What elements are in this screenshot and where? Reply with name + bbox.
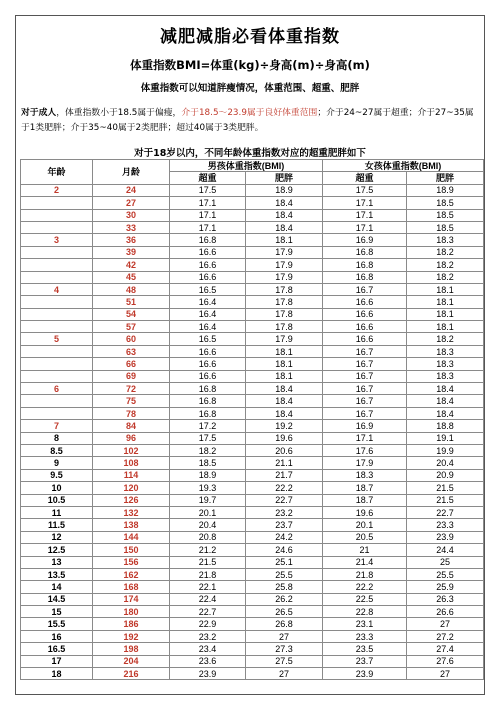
month-cell: 144	[93, 531, 170, 543]
boys-overweight-cell: 16.8	[170, 395, 246, 407]
age-cell	[21, 321, 93, 333]
girls-overweight-header: 超重	[323, 172, 407, 184]
age-cell	[21, 271, 93, 283]
boys-overweight-cell: 16.6	[170, 246, 246, 258]
girls-obese-cell: 20.4	[407, 457, 484, 469]
girls-obese-cell: 18.5	[407, 221, 484, 233]
boys-obese-cell: 24.2	[246, 531, 323, 543]
age-cell: 11	[21, 506, 93, 518]
table-row	[21, 444, 484, 456]
boys-overweight-cell: 22.9	[170, 618, 246, 630]
table-row	[21, 209, 484, 221]
girls-obese-cell: 20.9	[407, 469, 484, 481]
girls-obese-cell: 22.7	[407, 506, 484, 518]
girls-overweight-cell: 23.3	[323, 630, 407, 642]
boys-overweight-cell: 16.6	[170, 259, 246, 271]
girls-obese-cell: 27.2	[407, 630, 484, 642]
age-cell: 8.5	[21, 444, 93, 456]
boys-overweight-cell: 20.4	[170, 519, 246, 531]
boys-overweight-cell: 16.6	[170, 370, 246, 382]
month-cell: 156	[93, 556, 170, 568]
adult-description	[21, 106, 481, 136]
age-cell: 17	[21, 655, 93, 667]
girls-obese-cell: 21.5	[407, 482, 484, 494]
girls-overweight-cell: 16.6	[323, 308, 407, 320]
adult-text-1: ，体重指数小于18.5属于偏瘦，	[56, 108, 182, 118]
girls-obese-cell: 18.5	[407, 209, 484, 221]
month-cell: 36	[93, 234, 170, 246]
table-row	[21, 581, 484, 593]
girls-overweight-cell: 22.2	[323, 581, 407, 593]
table-row	[21, 308, 484, 320]
boys-obese-cell: 17.9	[246, 259, 323, 271]
girls-overweight-cell: 16.8	[323, 246, 407, 258]
girls-overweight-cell: 16.7	[323, 407, 407, 419]
table-row	[21, 407, 484, 419]
girls-overweight-cell: 16.9	[323, 420, 407, 432]
table-title: 对于18岁以内，不同年龄体重指数对应的超重肥胖如下	[134, 148, 366, 159]
boys-obese-cell: 22.2	[246, 482, 323, 494]
girls-obese-cell: 19.9	[407, 444, 484, 456]
girls-obese-cell: 27.6	[407, 655, 484, 667]
adult-lead: 对于成人	[21, 108, 57, 118]
boys-obese-cell: 27	[246, 630, 323, 642]
table-row	[21, 246, 484, 258]
age-cell	[21, 296, 93, 308]
month-cell: 204	[93, 655, 170, 667]
boys-overweight-cell: 18.9	[170, 469, 246, 481]
boys-obese-cell: 19.6	[246, 432, 323, 444]
boys-obese-cell: 18.1	[246, 370, 323, 382]
girls-obese-cell: 18.1	[407, 283, 484, 295]
boys-overweight-cell: 20.1	[170, 506, 246, 518]
age-cell: 4	[21, 283, 93, 295]
girls-header: 女孩体重指数(BMI)	[323, 160, 484, 172]
table-row	[21, 296, 484, 308]
age-cell: 10.5	[21, 494, 93, 506]
boys-obese-cell: 18.4	[246, 209, 323, 221]
age-cell: 13	[21, 556, 93, 568]
age-cell	[21, 345, 93, 357]
girls-obese-header: 肥胖	[407, 172, 484, 184]
boys-overweight-cell: 21.5	[170, 556, 246, 568]
age-cell: 18	[21, 668, 93, 680]
girls-obese-cell: 25.9	[407, 581, 484, 593]
boys-obese-cell: 18.4	[246, 197, 323, 209]
boys-overweight-cell: 16.5	[170, 333, 246, 345]
month-cell: 39	[93, 246, 170, 258]
table-row	[21, 358, 484, 370]
table-row	[21, 432, 484, 444]
month-cell: 45	[93, 271, 170, 283]
boys-obese-cell: 20.6	[246, 444, 323, 456]
boys-overweight-cell: 22.4	[170, 593, 246, 605]
age-cell: 11.5	[21, 519, 93, 531]
girls-obese-cell: 18.2	[407, 271, 484, 283]
month-cell: 51	[93, 296, 170, 308]
boys-obese-cell: 17.8	[246, 308, 323, 320]
month-cell: 120	[93, 482, 170, 494]
girls-overweight-cell: 23.7	[323, 655, 407, 667]
girls-obese-cell: 27.4	[407, 643, 484, 655]
month-cell: 102	[93, 444, 170, 456]
girls-obese-cell: 23.9	[407, 531, 484, 543]
boys-obese-cell: 19.2	[246, 420, 323, 432]
month-cell: 66	[93, 358, 170, 370]
girls-obese-cell: 18.3	[407, 370, 484, 382]
girls-overweight-cell: 20.5	[323, 531, 407, 543]
age-cell: 15	[21, 606, 93, 618]
month-cell: 198	[93, 643, 170, 655]
boys-obese-cell: 27	[246, 668, 323, 680]
boys-obese-cell: 17.9	[246, 246, 323, 258]
month-cell: 60	[93, 333, 170, 345]
table-row	[21, 383, 484, 395]
boys-obese-cell: 21.1	[246, 457, 323, 469]
month-cell: 216	[93, 668, 170, 680]
boys-overweight-cell: 18.5	[170, 457, 246, 469]
girls-overweight-cell: 23.1	[323, 618, 407, 630]
boys-obese-cell: 18.1	[246, 345, 323, 357]
month-cell: 126	[93, 494, 170, 506]
boys-overweight-cell: 19.3	[170, 482, 246, 494]
girls-overweight-cell: 16.6	[323, 333, 407, 345]
adult-text-2: ；介于24~27属于超重；介于27~35属于1类肥胖；介于35~40属于2类肥胖；超过40属于3类肥胖。	[21, 108, 474, 133]
girls-overweight-cell: 16.6	[323, 296, 407, 308]
age-cell	[21, 370, 93, 382]
boys-obese-cell: 23.7	[246, 519, 323, 531]
girls-overweight-cell: 20.1	[323, 519, 407, 531]
table-row	[21, 606, 484, 618]
table-row	[21, 420, 484, 432]
month-cell: 138	[93, 519, 170, 531]
month-cell: 63	[93, 345, 170, 357]
boys-overweight-cell: 16.4	[170, 296, 246, 308]
boys-overweight-cell: 22.1	[170, 581, 246, 593]
month-cell: 174	[93, 593, 170, 605]
girls-overweight-cell: 17.5	[323, 184, 407, 196]
boys-obese-cell: 18.1	[246, 234, 323, 246]
table-row	[21, 469, 484, 481]
boys-overweight-cell: 17.5	[170, 184, 246, 196]
girls-overweight-cell: 17.1	[323, 209, 407, 221]
boys-obese-cell: 25.8	[246, 581, 323, 593]
boys-header: 男孩体重指数(BMI)	[170, 160, 323, 172]
boys-obese-header: 肥胖	[246, 172, 323, 184]
boys-obese-cell: 26.2	[246, 593, 323, 605]
boys-obese-cell: 26.5	[246, 606, 323, 618]
boys-obese-cell: 17.9	[246, 271, 323, 283]
girls-overweight-cell: 21.4	[323, 556, 407, 568]
girls-overweight-cell: 17.1	[323, 432, 407, 444]
boys-overweight-cell: 22.7	[170, 606, 246, 618]
age-cell	[21, 221, 93, 233]
boys-obese-cell: 22.7	[246, 494, 323, 506]
table-row	[21, 370, 484, 382]
boys-overweight-cell: 21.2	[170, 544, 246, 556]
age-cell	[21, 197, 93, 209]
girls-obese-cell: 18.9	[407, 184, 484, 196]
boys-obese-cell: 17.8	[246, 321, 323, 333]
girls-obese-cell: 18.5	[407, 197, 484, 209]
month-cell: 96	[93, 432, 170, 444]
table-row	[21, 197, 484, 209]
month-cell: 180	[93, 606, 170, 618]
girls-overweight-cell: 22.5	[323, 593, 407, 605]
boys-overweight-cell: 17.1	[170, 209, 246, 221]
age-cell: 2	[21, 184, 93, 196]
table-row	[21, 519, 484, 531]
age-cell: 9	[21, 457, 93, 469]
girls-overweight-cell: 17.1	[323, 221, 407, 233]
month-cell: 69	[93, 370, 170, 382]
age-cell	[21, 395, 93, 407]
table-row	[21, 568, 484, 580]
girls-overweight-cell: 16.7	[323, 358, 407, 370]
girls-overweight-cell: 19.6	[323, 506, 407, 518]
boys-obese-cell: 18.4	[246, 383, 323, 395]
age-cell: 8	[21, 432, 93, 444]
girls-overweight-cell: 21	[323, 544, 407, 556]
month-cell: 57	[93, 321, 170, 333]
table-row	[21, 618, 484, 630]
girls-overweight-cell: 16.7	[323, 370, 407, 382]
bmi-formula: 体重指数BMI=体重(kg)÷身高(m)÷身高(m)	[130, 58, 370, 72]
age-cell: 7	[21, 420, 93, 432]
boys-obese-cell: 27.3	[246, 643, 323, 655]
girls-obese-cell: 18.1	[407, 321, 484, 333]
boys-overweight-cell: 23.2	[170, 630, 246, 642]
table-row	[21, 655, 484, 667]
girls-obese-cell: 18.4	[407, 407, 484, 419]
table-row	[21, 283, 484, 295]
age-cell: 16.5	[21, 643, 93, 655]
table-row	[21, 184, 484, 196]
girls-overweight-cell: 23.9	[323, 668, 407, 680]
month-cell: 150	[93, 544, 170, 556]
table-row	[21, 494, 484, 506]
table-row	[21, 333, 484, 345]
boys-overweight-cell: 18.2	[170, 444, 246, 456]
boys-overweight-header: 超重	[170, 172, 246, 184]
age-cell: 14.5	[21, 593, 93, 605]
month-cell: 78	[93, 407, 170, 419]
table-row	[21, 668, 484, 680]
girls-overweight-cell: 17.9	[323, 457, 407, 469]
girls-obese-cell: 25.5	[407, 568, 484, 580]
girls-obese-cell: 18.3	[407, 358, 484, 370]
girls-obese-cell: 18.8	[407, 420, 484, 432]
boys-overweight-cell: 17.5	[170, 432, 246, 444]
month-cell: 192	[93, 630, 170, 642]
girls-obese-cell: 21.5	[407, 494, 484, 506]
boys-overweight-cell: 21.8	[170, 568, 246, 580]
girls-overweight-cell: 16.7	[323, 383, 407, 395]
age-cell	[21, 246, 93, 258]
boys-obese-cell: 17.8	[246, 296, 323, 308]
girls-obese-cell: 27	[407, 618, 484, 630]
boys-obese-cell: 27.5	[246, 655, 323, 667]
boys-obese-cell: 24.6	[246, 544, 323, 556]
girls-obese-cell: 26.6	[407, 606, 484, 618]
table-row	[21, 345, 484, 357]
boys-overweight-cell: 16.8	[170, 407, 246, 419]
table-row	[21, 482, 484, 494]
age-cell: 6	[21, 383, 93, 395]
boys-obese-cell: 23.2	[246, 506, 323, 518]
page-title: 减肥减脂必看体重指数	[160, 27, 340, 47]
month-cell: 162	[93, 568, 170, 580]
boys-overweight-cell: 16.4	[170, 308, 246, 320]
month-cell: 27	[93, 197, 170, 209]
age-cell: 14	[21, 581, 93, 593]
month-cell: 114	[93, 469, 170, 481]
table-row	[21, 630, 484, 642]
girls-overweight-cell: 18.7	[323, 482, 407, 494]
age-cell: 16	[21, 630, 93, 642]
boys-overweight-cell: 16.6	[170, 345, 246, 357]
month-cell: 72	[93, 383, 170, 395]
girls-obese-cell: 18.3	[407, 234, 484, 246]
girls-obese-cell: 18.1	[407, 308, 484, 320]
table-row	[21, 221, 484, 233]
month-cell: 186	[93, 618, 170, 630]
boys-obese-cell: 26.8	[246, 618, 323, 630]
girls-overweight-cell: 16.7	[323, 395, 407, 407]
month-header: 月龄	[93, 160, 170, 185]
girls-overweight-cell: 16.7	[323, 283, 407, 295]
girls-overweight-cell: 17.1	[323, 197, 407, 209]
age-cell	[21, 358, 93, 370]
boys-overweight-cell: 16.4	[170, 321, 246, 333]
table-row	[21, 593, 484, 605]
age-header: 年龄	[21, 160, 93, 185]
age-cell: 12.5	[21, 544, 93, 556]
boys-overweight-cell: 20.8	[170, 531, 246, 543]
age-cell	[21, 259, 93, 271]
girls-overweight-cell: 18.3	[323, 469, 407, 481]
table-row	[21, 643, 484, 655]
girls-obese-cell: 23.3	[407, 519, 484, 531]
age-cell: 13.5	[21, 568, 93, 580]
boys-obese-cell: 25.1	[246, 556, 323, 568]
girls-overweight-cell: 16.8	[323, 271, 407, 283]
age-cell: 15.5	[21, 618, 93, 630]
girls-obese-cell: 18.1	[407, 296, 484, 308]
month-cell: 48	[93, 283, 170, 295]
table-row	[21, 395, 484, 407]
table-row	[21, 556, 484, 568]
boys-obese-cell: 18.4	[246, 221, 323, 233]
boys-obese-cell: 17.8	[246, 283, 323, 295]
girls-overweight-cell: 17.6	[323, 444, 407, 456]
boys-obese-cell: 18.9	[246, 184, 323, 196]
boys-overweight-cell: 16.5	[170, 283, 246, 295]
boys-overweight-cell: 23.9	[170, 668, 246, 680]
girls-overweight-cell: 21.8	[323, 568, 407, 580]
table-row	[21, 544, 484, 556]
girls-obese-cell: 25	[407, 556, 484, 568]
boys-obese-cell: 18.4	[246, 395, 323, 407]
girls-overweight-cell: 18.7	[323, 494, 407, 506]
girls-obese-cell: 19.1	[407, 432, 484, 444]
girls-overweight-cell: 23.5	[323, 643, 407, 655]
girls-overweight-cell: 16.6	[323, 321, 407, 333]
table-row	[21, 531, 484, 543]
month-cell: 24	[93, 184, 170, 196]
age-cell: 5	[21, 333, 93, 345]
table-row	[21, 234, 484, 246]
girls-obese-cell: 18.4	[407, 383, 484, 395]
girls-obese-cell: 26.3	[407, 593, 484, 605]
girls-overweight-cell: 16.7	[323, 345, 407, 357]
month-cell: 33	[93, 221, 170, 233]
boys-overweight-cell: 16.8	[170, 383, 246, 395]
table-row	[21, 457, 484, 469]
boys-overweight-cell: 23.6	[170, 655, 246, 667]
month-cell: 132	[93, 506, 170, 518]
girls-obese-cell: 27	[407, 668, 484, 680]
girls-obese-cell: 18.2	[407, 246, 484, 258]
table-row	[21, 506, 484, 518]
subtitle: 体重指数可以知道胖瘦情况，体重范围、超重、肥胖	[140, 83, 360, 94]
girls-obese-cell: 24.4	[407, 544, 484, 556]
age-cell: 3	[21, 234, 93, 246]
table-row	[21, 321, 484, 333]
boys-obese-cell: 21.7	[246, 469, 323, 481]
boys-obese-cell: 18.4	[246, 407, 323, 419]
boys-obese-cell: 17.9	[246, 333, 323, 345]
girls-overweight-cell: 16.8	[323, 259, 407, 271]
boys-overweight-cell: 23.4	[170, 643, 246, 655]
girls-obese-cell: 18.3	[407, 345, 484, 357]
age-cell	[21, 209, 93, 221]
boys-obese-cell: 18.1	[246, 358, 323, 370]
age-cell	[21, 308, 93, 320]
girls-obese-cell: 18.2	[407, 259, 484, 271]
age-cell: 10	[21, 482, 93, 494]
age-cell	[21, 407, 93, 419]
boys-overweight-cell: 17.2	[170, 420, 246, 432]
adult-highlight: 介于18.5～23.9属于良好体重范围	[181, 108, 318, 118]
boys-overweight-cell: 17.1	[170, 221, 246, 233]
boys-overweight-cell: 16.6	[170, 358, 246, 370]
age-cell: 12	[21, 531, 93, 543]
girls-overweight-cell: 22.8	[323, 606, 407, 618]
month-cell: 75	[93, 395, 170, 407]
month-cell: 54	[93, 308, 170, 320]
month-cell: 42	[93, 259, 170, 271]
boys-overweight-cell: 16.8	[170, 234, 246, 246]
girls-obese-cell: 18.4	[407, 395, 484, 407]
boys-overweight-cell: 16.6	[170, 271, 246, 283]
table-row	[21, 271, 484, 283]
bmi-table-body	[21, 184, 484, 680]
girls-obese-cell: 18.2	[407, 333, 484, 345]
girls-overweight-cell: 16.9	[323, 234, 407, 246]
age-cell: 9.5	[21, 469, 93, 481]
boys-overweight-cell: 17.1	[170, 197, 246, 209]
month-cell: 168	[93, 581, 170, 593]
boys-obese-cell: 25.5	[246, 568, 323, 580]
bmi-table	[20, 159, 484, 680]
month-cell: 84	[93, 420, 170, 432]
table-row	[21, 259, 484, 271]
boys-overweight-cell: 19.7	[170, 494, 246, 506]
month-cell: 30	[93, 209, 170, 221]
month-cell: 108	[93, 457, 170, 469]
